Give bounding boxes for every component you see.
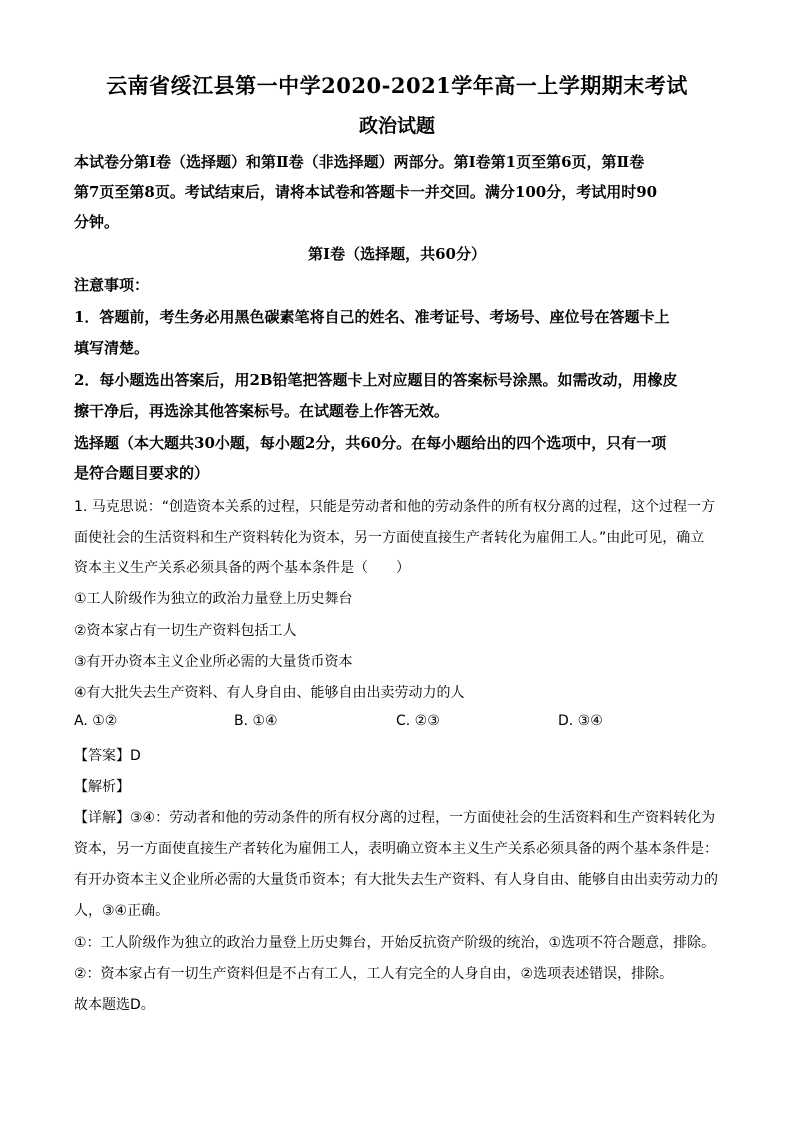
question-stem-line: 面使社会的生活资料和生产资料转化为资本，另一方面使直接生产者转化为雇佣工人。”由此可见，确立	[74, 530, 705, 546]
intro-line: 分钟。	[74, 213, 120, 231]
analysis-line: 有开办资本主义企业所必需的大量货币资本；有大批失去生产资料、有人身自由、能够自由出卖劳动力的	[74, 872, 718, 888]
question-stem-line: 资本主义生产关系必须具备的两个基本条件是（ ）	[74, 560, 410, 576]
statement-1: ①工人阶级作为独立的政治力量登上历史舞台	[74, 591, 353, 607]
section-heading: 第Ⅰ卷（选择题，共60分）	[308, 245, 486, 263]
option-c: C. ②③	[396, 713, 440, 729]
analysis-line: 人，③④正确。	[74, 903, 170, 919]
question-stem-line: 1. 马克思说：“创造资本关系的过程，只能是劳动者和他的劳动条件的所有权分离的过程，这个过程一方	[74, 499, 716, 515]
statement-4: ④有大批失去生产资料、有人身自由、能够自由出卖劳动力的人	[74, 685, 465, 701]
notice-line: 1．答题前，考生务必用黑色碳素笔将自己的姓名、准考证号、考场号、座位号在答题卡上	[74, 308, 670, 326]
analysis-line: 资本，另一方面使直接生产者转化为雇佣工人，表明确立资本主义生产关系必须具备的两个基本条件是：	[74, 841, 718, 857]
analysis-line: 故本题选D。	[74, 997, 155, 1013]
notice-line: 2．每小题选出答案后，用2B铅笔把答题卡上对应题目的答案标号涂黑。如需改动，用橡皮	[74, 371, 678, 389]
notice-line: 擦干净后，再选涂其他答案标号。在试题卷上作答无效。	[74, 402, 450, 420]
option-d: D. ③④	[558, 713, 603, 729]
choice-header-line: 选择题（本大题共30小题，每小题2分，共60分。在每小题给出的四个选项中，只有一项	[74, 434, 667, 452]
intro-line: 第7页至第8页。考试结束后，请将本试卷和答题卡一并交回。满分100分，考试用时90	[74, 183, 658, 201]
notice-title: 注意事项：	[74, 276, 150, 294]
analysis-line: 【详解】③④：劳动者和他的劳动条件的所有权分离的过程，一方面使社会的生活资料和生产资料转化为	[74, 810, 716, 826]
notice-line: 填写清楚。	[74, 339, 150, 357]
exam-title: 云南省绥江县第一中学2020-2021学年高一上学期期末考试	[106, 73, 688, 98]
analysis-label: 【解析】	[74, 779, 130, 795]
analysis-line: ②：资本家占有一切生产资料但是不占有工人，工人有完全的人身自由，②选项表述错误，排除。	[74, 966, 674, 982]
option-a: A. ①②	[74, 713, 118, 729]
choice-header-line: 是符合题目要求的）	[74, 464, 210, 482]
option-b: B. ①④	[234, 713, 278, 729]
intro-line: 本试卷分第Ⅰ卷（选择题）和第Ⅱ卷（非选择题）两部分。第Ⅰ卷第1页至第6页，第Ⅱ卷	[74, 153, 645, 171]
statement-3: ③有开办资本主义企业所必需的大量货币资本	[74, 654, 353, 670]
analysis-line: ①：工人阶级作为独立的政治力量登上历史舞台，开始反抗资产阶级的统治，①选项不符合题意，排除。	[74, 935, 716, 951]
answer-line: 【答案】D	[74, 748, 141, 764]
exam-subtitle: 政治试题	[358, 115, 435, 137]
statement-2: ②资本家占有一切生产资料包括工人	[74, 623, 297, 639]
